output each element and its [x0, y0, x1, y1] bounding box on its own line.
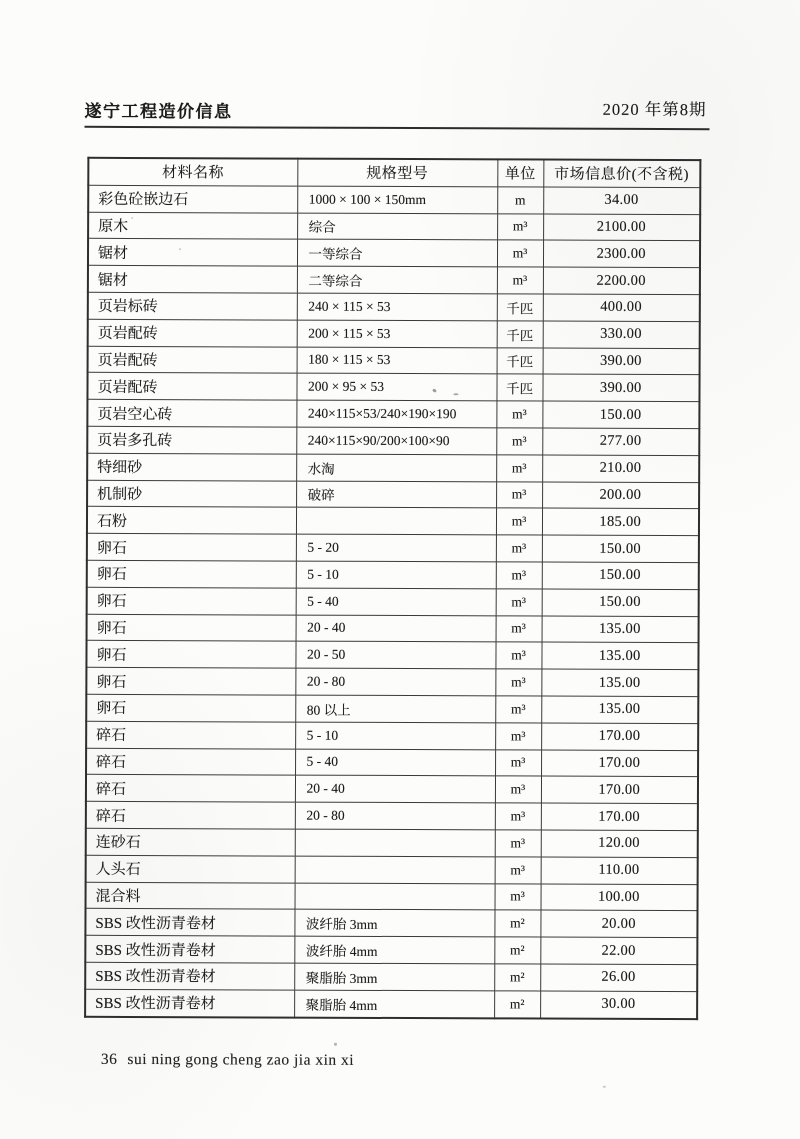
table-row — [88, 239, 700, 268]
price-cell: 22.00 — [540, 937, 697, 964]
table-row — [85, 935, 697, 964]
price-cell: 2300.00 — [543, 240, 700, 267]
column-header-spec: 规格型号 — [297, 159, 497, 187]
unit-cell: 千匹 — [497, 347, 543, 374]
table-row — [88, 212, 700, 241]
spec-cell: 聚脂胎 3mm — [294, 963, 494, 991]
table-row — [88, 292, 700, 321]
table-row — [87, 399, 699, 428]
table-row — [87, 560, 699, 589]
unit-cell: m³ — [497, 213, 543, 240]
material-name-cell: SBS 改性沥青卷材 — [85, 989, 294, 1017]
spec-cell: 20 - 40 — [296, 615, 496, 643]
material-name-cell: 页岩标砖 — [88, 292, 297, 320]
price-cell: 135.00 — [541, 696, 698, 723]
spec-cell: 240×115×90/200×100×90 — [296, 427, 496, 455]
spec-cell: 波纤胎 4mm — [294, 936, 494, 964]
material-name-cell: 碎石 — [86, 721, 295, 749]
spec-cell: 180 × 115 × 53 — [297, 347, 497, 375]
price-cell: 26.00 — [540, 964, 697, 991]
price-cell: 200.00 — [542, 482, 699, 509]
spec-cell: 聚脂胎 4mm — [294, 990, 494, 1018]
spec-cell: 20 - 50 — [295, 641, 495, 669]
unit-cell: 千匹 — [496, 374, 542, 401]
material-name-cell: 页岩空心砖 — [87, 399, 296, 427]
price-cell: 210.00 — [542, 455, 699, 482]
price-cell: 20.00 — [540, 910, 697, 937]
spec-cell: 破碎 — [296, 481, 496, 509]
price-cell: 2200.00 — [543, 267, 700, 294]
unit-cell: m³ — [496, 508, 542, 535]
scan-speck — [131, 217, 133, 219]
table-row — [87, 453, 699, 482]
spec-cell — [295, 856, 495, 884]
issue-label: 2020 年第8期 — [602, 99, 707, 120]
table-row — [86, 855, 698, 884]
price-cell: 100.00 — [541, 884, 698, 911]
spec-cell: 一等综合 — [297, 239, 497, 267]
material-name-cell: 锯材 — [88, 265, 297, 293]
table-row — [85, 962, 697, 991]
header-rule — [85, 126, 710, 130]
unit-cell: m³ — [496, 455, 542, 482]
spec-cell: 20 - 80 — [295, 802, 495, 830]
table-row — [88, 265, 700, 294]
spec-cell: 5 - 20 — [296, 534, 496, 562]
material-name-cell: 特细砂 — [87, 453, 296, 481]
material-name-cell: 卵石 — [87, 533, 296, 561]
table-row — [86, 748, 698, 777]
price-cell: 277.00 — [542, 428, 699, 455]
table-row — [86, 775, 698, 804]
material-name-cell: 机制砂 — [87, 480, 296, 508]
price-cell: 170.00 — [541, 776, 698, 803]
unit-cell: m³ — [495, 830, 541, 857]
price-cell: 2100.00 — [543, 214, 700, 241]
table-row — [86, 801, 698, 830]
unit-cell: m³ — [496, 535, 542, 562]
unit-cell: m² — [494, 937, 540, 964]
unit-cell: m³ — [495, 883, 541, 910]
price-cell: 30.00 — [540, 991, 697, 1019]
spec-cell: 水淘 — [296, 454, 496, 482]
table-row — [87, 507, 699, 536]
material-name-cell: 卵石 — [86, 667, 295, 695]
price-cell: 185.00 — [542, 508, 699, 535]
price-cell: 170.00 — [541, 750, 698, 777]
material-name-cell: 碎石 — [86, 748, 295, 776]
material-name-cell: 页岩多孔砖 — [87, 426, 296, 454]
unit-cell: m³ — [495, 749, 541, 776]
unit-cell: m³ — [496, 615, 542, 642]
unit-cell: m³ — [495, 803, 541, 830]
table-row — [86, 694, 698, 723]
unit-cell: m — [497, 187, 543, 214]
unit-cell: 千匹 — [497, 294, 543, 321]
material-name-cell: 混合料 — [86, 882, 295, 910]
material-name-cell: 卵石 — [86, 694, 295, 722]
price-cell: 135.00 — [541, 669, 698, 696]
table-row — [88, 346, 700, 375]
unit-cell: m³ — [495, 776, 541, 803]
spec-cell: 5 - 10 — [295, 722, 495, 750]
table-row — [85, 909, 697, 938]
price-cell: 34.00 — [543, 187, 700, 214]
unit-cell: m³ — [495, 642, 541, 669]
price-cell: 135.00 — [542, 616, 699, 643]
unit-cell: m³ — [497, 267, 543, 294]
price-cell: 150.00 — [542, 535, 699, 562]
spec-cell: 二等综合 — [297, 266, 497, 294]
price-cell: 150.00 — [542, 401, 699, 428]
spec-cell: 20 - 40 — [295, 775, 495, 803]
price-cell: 135.00 — [541, 642, 698, 669]
material-name-cell: 石粉 — [87, 507, 296, 535]
price-cell: 390.00 — [543, 348, 700, 375]
price-cell: 170.00 — [541, 803, 698, 830]
unit-cell: m³ — [496, 428, 542, 455]
spec-cell: 200 × 115 × 53 — [297, 320, 497, 348]
material-name-cell: 锯材 — [88, 239, 297, 267]
price-cell: 120.00 — [541, 830, 698, 857]
spec-cell: 5 - 40 — [295, 749, 495, 777]
footer-romanized-title: sui ning gong cheng zao jia xin xi — [127, 1050, 355, 1069]
column-header-unit: 单位 — [497, 159, 543, 186]
scan-speck — [603, 1086, 606, 1088]
material-name-cell: 碎石 — [86, 801, 295, 829]
material-name-cell: 彩色砼嵌边石 — [88, 185, 297, 213]
table-row — [85, 989, 697, 1019]
unit-cell: m³ — [496, 589, 542, 616]
unit-cell: m² — [494, 964, 540, 991]
unit-cell: m³ — [497, 240, 543, 267]
price-cell: 330.00 — [543, 321, 700, 348]
material-name-cell: SBS 改性沥青卷材 — [85, 909, 294, 937]
spec-cell: 1000 × 100 × 150mm — [297, 186, 497, 214]
unit-cell: m³ — [495, 723, 541, 750]
unit-cell: m² — [494, 910, 540, 937]
price-cell: 150.00 — [542, 562, 699, 589]
material-price-table — [84, 157, 701, 1020]
spec-cell — [296, 507, 496, 535]
material-name-cell: 卵石 — [87, 560, 296, 588]
page-footer — [101, 1051, 354, 1070]
price-cell: 390.00 — [542, 374, 699, 401]
table-row — [87, 587, 699, 616]
material-name-cell: 碎石 — [86, 775, 295, 803]
material-name-cell: SBS 改性沥青卷材 — [85, 935, 294, 963]
spec-cell: 波纤胎 3mm — [294, 909, 494, 937]
scan-speck — [334, 1043, 337, 1046]
page-header — [85, 97, 707, 124]
table-row — [87, 533, 699, 562]
material-name-cell: 页岩配砖 — [88, 319, 297, 347]
table-row — [86, 721, 698, 750]
spec-cell — [295, 883, 495, 911]
material-name-cell: 原木 — [88, 212, 297, 240]
table-row — [87, 614, 699, 643]
table-row — [87, 373, 699, 402]
unit-cell: m³ — [495, 857, 541, 884]
price-cell: 400.00 — [543, 294, 700, 321]
price-cell: 150.00 — [542, 589, 699, 616]
table-row — [86, 667, 698, 696]
table-header-row — [88, 158, 700, 188]
journal-title: 遂宁工程造价信息 — [84, 101, 233, 122]
scan-speck — [179, 248, 181, 250]
material-name-cell: 页岩配砖 — [88, 346, 297, 374]
table-row — [88, 319, 700, 348]
unit-cell: m³ — [496, 562, 542, 589]
unit-cell: m³ — [496, 481, 542, 508]
price-cell: 110.00 — [541, 857, 698, 884]
footer-page-number: 36 — [100, 1050, 118, 1068]
material-name-cell: 人头石 — [86, 855, 295, 883]
spec-cell — [295, 829, 495, 857]
table-row — [86, 828, 698, 857]
table-row — [88, 185, 700, 214]
price-cell: 170.00 — [541, 723, 698, 750]
table-row — [86, 882, 698, 911]
material-name-cell: 卵石 — [87, 614, 296, 642]
unit-cell: m³ — [496, 401, 542, 428]
table-row — [87, 480, 699, 509]
table-row — [87, 426, 699, 455]
material-name-cell: 卵石 — [86, 641, 295, 669]
scan-speck — [453, 393, 458, 395]
spec-cell: 240 × 115 × 53 — [297, 293, 497, 321]
column-header-material-name: 材料名称 — [88, 158, 297, 186]
material-name-cell: 页岩配砖 — [87, 373, 296, 401]
table-row — [86, 641, 698, 670]
unit-cell: 千匹 — [497, 321, 543, 348]
spec-cell: 20 - 80 — [295, 668, 495, 696]
spec-cell: 5 - 10 — [296, 561, 496, 589]
spec-cell: 综合 — [297, 213, 497, 241]
material-name-cell: 连砂石 — [86, 828, 295, 856]
material-name-cell: SBS 改性沥青卷材 — [85, 962, 294, 990]
unit-cell: m³ — [495, 696, 541, 723]
spec-cell: 200 × 95 × 53 — [296, 373, 496, 401]
spec-cell: 240×115×53/240×190×190 — [296, 400, 496, 428]
column-header-market-price: 市场信息价(不含税) — [543, 160, 700, 188]
price-table-body — [85, 185, 700, 1019]
spec-cell: 80 以上 — [295, 695, 495, 723]
unit-cell: m² — [494, 991, 540, 1018]
material-name-cell: 卵石 — [87, 587, 296, 615]
spec-cell: 5 - 40 — [296, 588, 496, 616]
unit-cell: m³ — [495, 669, 541, 696]
